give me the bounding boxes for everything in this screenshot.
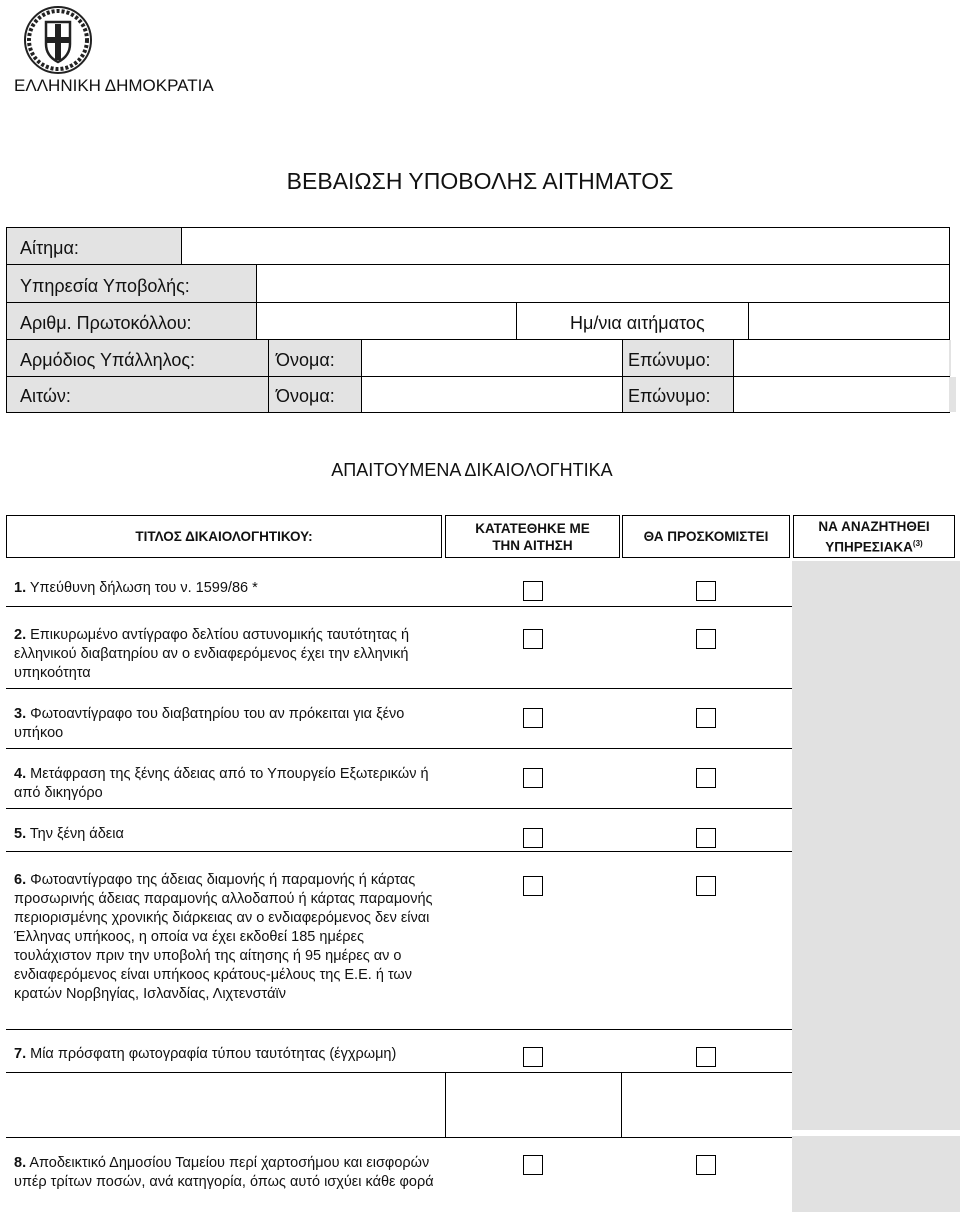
request-field[interactable] <box>182 228 949 264</box>
officer-surname-field[interactable] <box>734 340 949 376</box>
documents-heading: ΑΠΑΙΤΟΥΜΕΝΑ ΔΙΚΑΙΟΛΟΓΗΤΙΚΑ <box>331 460 613 480</box>
to-bring-checkbox-4[interactable] <box>696 768 716 788</box>
document-item-3: 3. Φωτοαντίγραφο του διαβατηρίου του αν πρόκειται για ξένο υπήκοο <box>14 706 405 741</box>
document-item-8: 8. Αποδεικτικό Δημοσίου Ταμείου περί χαρτοσήμου και εισφορών υπέρ τρίτων ποσών, ανά κατηγορία, όπως αυτό ισχύει κάθε φορά <box>14 1155 434 1190</box>
search-column-bottom <box>792 1136 960 1212</box>
applicant-surname-label: Επώνυμο: <box>628 386 711 406</box>
officer-surname-label: Επώνυμο: <box>628 350 711 370</box>
protocol-field[interactable] <box>257 303 516 339</box>
submitted-checkbox-6[interactable] <box>523 876 543 896</box>
applicant-name-field[interactable] <box>362 377 622 412</box>
to-bring-checkbox-2[interactable] <box>696 629 716 649</box>
document-item-5: 5. Την ξένη άδεια <box>14 826 124 842</box>
submitted-checkbox-1[interactable] <box>523 581 543 601</box>
col-submitted-header: ΚΑΤΑΤΕΘΗΚΕ ΜΕ ΤΗΝ ΑΙΤΗΣΗ <box>445 515 620 558</box>
to-bring-checkbox-3[interactable] <box>696 708 716 728</box>
document-item-4: 4. Μετάφραση της ξένης άδειας από το Υπουργείο Εξωτερικών ή από δικηγόρο <box>14 766 429 801</box>
applicant-surname-field[interactable] <box>734 377 949 412</box>
submitted-checkbox-5[interactable] <box>523 828 543 848</box>
col-title-header: ΤΙΤΛΟΣ ΔΙΚΑΙΟΛΟΓΗΤΙΚΟΥ: <box>6 515 442 558</box>
greek-coat-of-arms-icon <box>22 4 94 76</box>
officer-label: Αρμόδιος Υπάλληλος: <box>20 350 196 370</box>
to-bring-checkbox-6[interactable] <box>696 876 716 896</box>
applicant-name-label: Όνομα: <box>276 386 335 406</box>
request-label: Αίτημα: <box>20 238 79 258</box>
document-item-2: 2. Επικυρωμένο αντίγραφο δελτίου αστυνομικής ταυτότητας ή ελληνικού διαβατηρίου αν ο ενδιαφερόμενος έχει την ελληνική υπηκοότητα <box>14 627 410 681</box>
officer-name-label: Όνομα: <box>276 350 335 370</box>
col-to-bring-header: ΘΑ ΠΡΟΣΚΟΜΙΣΤΕΙ <box>622 515 790 558</box>
date-label: Ημ/νια αιτήματος <box>570 313 705 333</box>
service-label: Υπηρεσία Υποβολής: <box>20 276 190 296</box>
to-bring-checkbox-7[interactable] <box>696 1047 716 1067</box>
submitted-checkbox-7[interactable] <box>523 1047 543 1067</box>
document-item-7: 7. Μία πρόσφατη φωτογραφία τύπου ταυτότητας (έγχρωμη) <box>14 1046 397 1062</box>
document-item-1: 1. Υπεύθυνη δήλωση του ν. 1599/86 * <box>14 580 258 596</box>
applicant-label: Αιτών: <box>20 386 71 406</box>
document-item-6: 6. Φωτοαντίγραφο της άδειας διαμονής ή παραμονής ή κάρτας προσωρινής άδειας παραμονής αλλοδαπού ή κάρτας παραμονής περιορισμένης χρονικής διάρκειας αν ο ενδιαφερόμενος δεν είναι Έλληνας υπήκοος, η οποία να έχει εκδοθεί 185 ημέρες τουλάχιστον πριν την υποβολή της αίτησης ή 95 ημέρες αν ο ενδιαφερόμενος είναι υπήκοος κράτους-μέλους της Ε.Ε. ή των κρατών Νορβηγίας, Ισλανδίας, Λιχτενστάϊν <box>14 872 433 1002</box>
submitted-checkbox-2[interactable] <box>523 629 543 649</box>
page-title: ΒΕΒΑΙΩΣΗ ΥΠΟΒΟΛΗΣ ΑΙΤΗΜΑΤΟΣ <box>286 168 674 194</box>
protocol-label: Αριθμ. Πρωτοκόλλου: <box>20 313 192 333</box>
to-bring-checkbox-1[interactable] <box>696 581 716 601</box>
submitted-checkbox-4[interactable] <box>523 768 543 788</box>
col-search-header: ΝΑ ΑΝΑΖΗΤΗΘΕΙ ΥΠΗΡΕΣΙΑΚΑ$^{(3)}$ <box>793 515 955 558</box>
date-field[interactable] <box>749 303 949 339</box>
search-column <box>792 561 960 1130</box>
to-bring-checkbox-5[interactable] <box>696 828 716 848</box>
officer-name-field[interactable] <box>362 340 622 376</box>
submitted-checkbox-8[interactable] <box>523 1155 543 1175</box>
republic-name: ΕΛΛΗΝΙΚΗ ΔΗΜΟΚΡΑΤΙΑ <box>14 76 214 95</box>
service-field[interactable] <box>257 265 949 302</box>
submitted-checkbox-3[interactable] <box>523 708 543 728</box>
to-bring-checkbox-8[interactable] <box>696 1155 716 1175</box>
